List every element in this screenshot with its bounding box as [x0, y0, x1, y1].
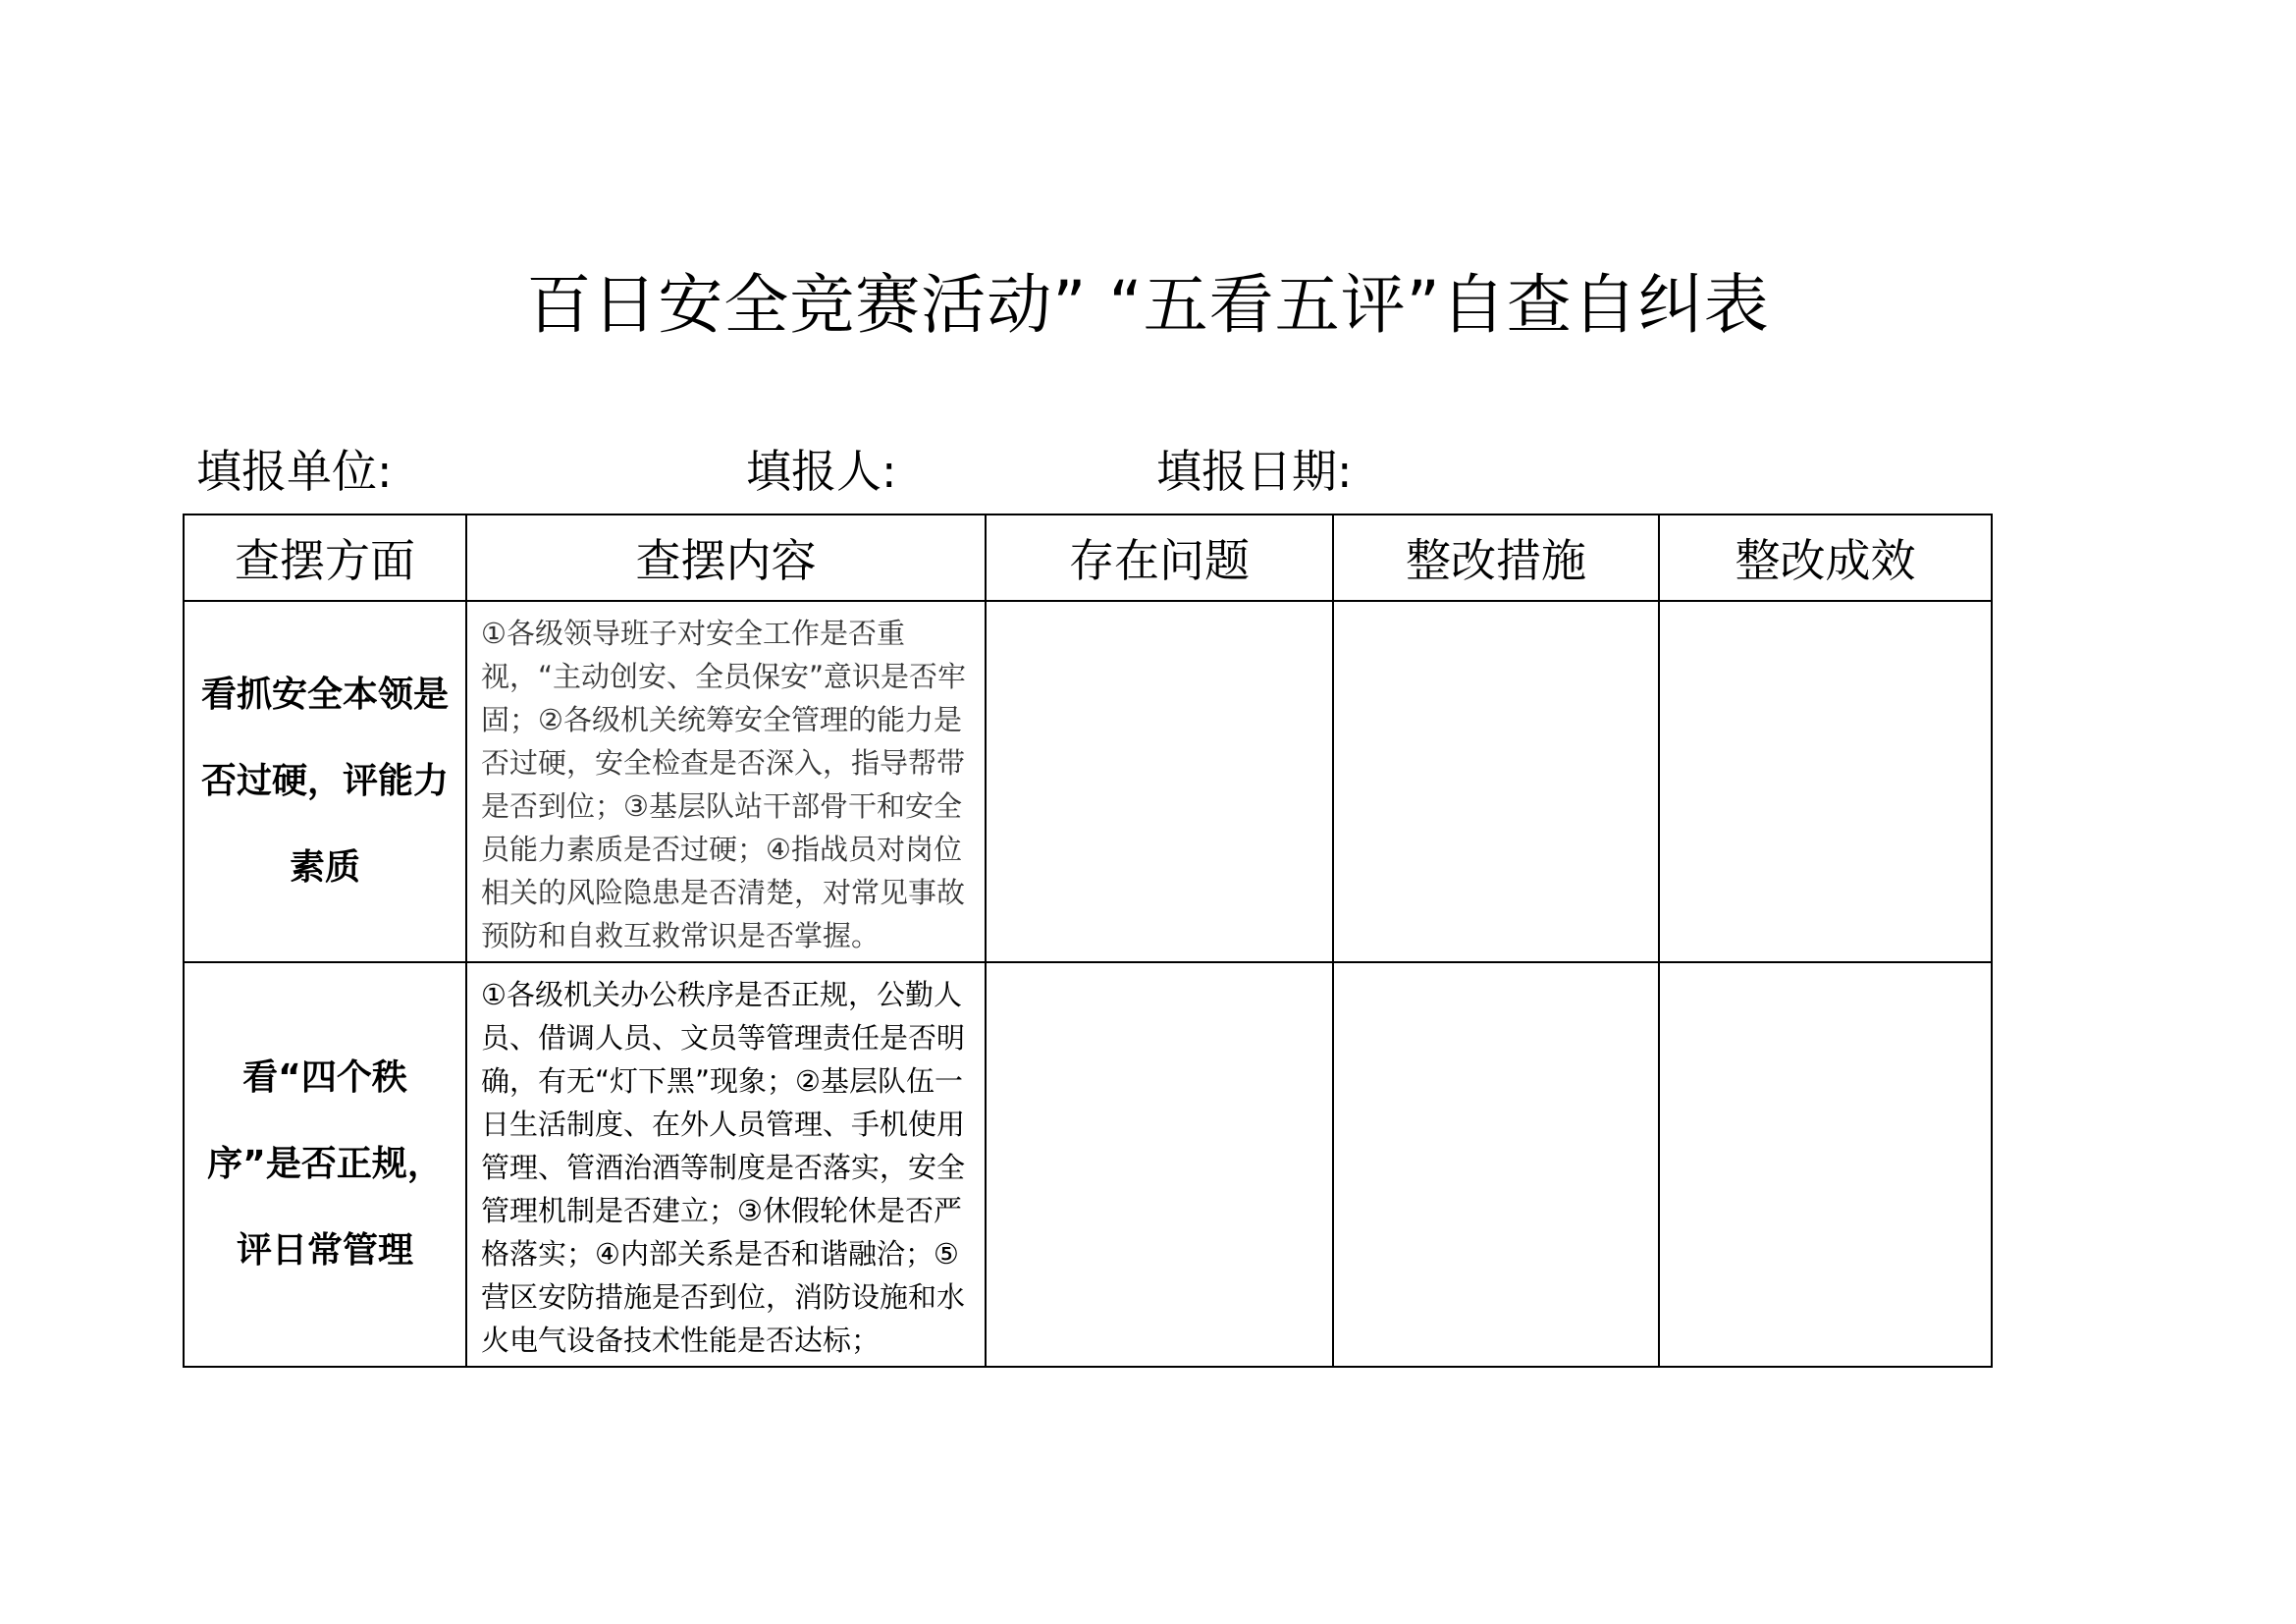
- measures-cell[interactable]: [1333, 601, 1659, 962]
- fill-person-label: 填报人:: [746, 445, 897, 498]
- problems-cell[interactable]: [986, 962, 1333, 1367]
- fill-date-label: 填报日期:: [1156, 445, 1353, 498]
- header-results: 整改成效: [1659, 514, 1992, 601]
- aspect-cell: 看“四个秩序”是否正规，评日常管理: [184, 962, 466, 1367]
- content-cell: ①各级机关办公秩序是否正规，公勤人员、借调人员、文员等管理责任是否明确，有无“灯下黑”现象；②基层队伍一日生活制度、在外人员管理、手机使用管理、管酒治酒等制度是否落实，安全管理机制是否建立；③休假轮休是否严格落实；④内部关系是否和谐融洽；⑤营区安防措施是否到位，消防设施和水火电气设备技术性能是否达标；: [466, 962, 986, 1367]
- aspect-cell: 看抓安全本领是否过硬，评能力素质: [184, 601, 466, 962]
- table-row: [184, 962, 1992, 1367]
- content-cell: ①各级领导班子对安全工作是否重视，“主动创安、全员保安”意识是否牢固；②各级机关统筹安全管理的能力是否过硬，安全检查是否深入，指导帮带是否到位；③基层队站干部骨干和安全员能力素质是否过硬；④指战员对岗位相关的风险隐患是否清楚，对常见事故预防和自救互救常识是否掌握。: [466, 601, 986, 962]
- header-problems: 存在问题: [986, 514, 1333, 601]
- header-content: 查摆内容: [466, 514, 986, 601]
- measures-cell[interactable]: [1333, 962, 1659, 1367]
- results-cell[interactable]: [1659, 962, 1992, 1367]
- fill-unit-label: 填报单位:: [196, 445, 393, 498]
- results-cell[interactable]: [1659, 601, 1992, 962]
- self-check-table: [183, 514, 1993, 1368]
- table-header-row: [184, 514, 1992, 601]
- header-aspect: 查摆方面: [184, 514, 466, 601]
- header-measures: 整改措施: [1333, 514, 1659, 601]
- table-row: [184, 601, 1992, 962]
- problems-cell[interactable]: [986, 601, 1333, 962]
- page-title: 百日安全竞赛活动” “五看五评”自查自纠表: [526, 267, 1770, 343]
